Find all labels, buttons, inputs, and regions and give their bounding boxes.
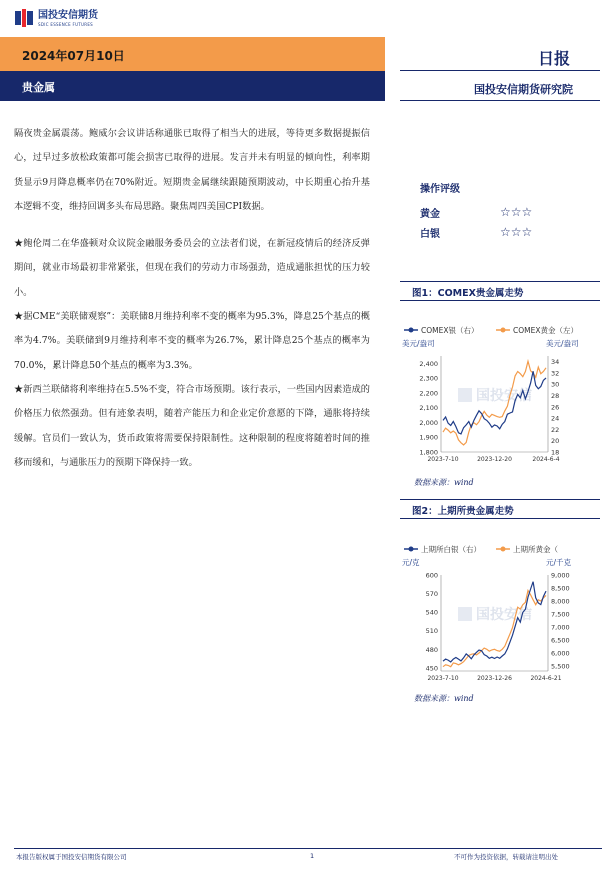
paragraph-summary: 隔夜贵金属震荡。鲍威尔会议讲话称通胀已取得了相当大的进展，等待更多数据提振信心，过早过多放松政策都可能会损害已取得的进展。发言并未有明显的倾向性，利率期货显示9月降息概率仍在70%附近。短期贵金属继续跟随预期波动，中长期重心抬升基本逻辑不变，维持回调多头布局思路。聚焦周四美国CPI数据。 xyxy=(14,128,370,212)
axis-unit-left: 美元/盎司 xyxy=(402,339,435,348)
y-left-tick-label: 2,300 xyxy=(419,374,438,383)
watermark-text: 国投安信 xyxy=(476,388,532,404)
y-left-tick-label: 2,400 xyxy=(419,359,438,368)
figure-1-source: 数据来源：wind xyxy=(414,478,474,487)
report-type: 日报 xyxy=(538,49,571,68)
watermark-logo-icon xyxy=(458,388,472,402)
rating-stars: ☆☆☆ xyxy=(500,205,533,219)
y-right-tick-label: 22 xyxy=(551,425,560,434)
y-right-tick-label: 7,000 xyxy=(551,623,570,632)
y-left-tick-label: 1,800 xyxy=(419,448,438,457)
y-left-tick-label: 2,000 xyxy=(419,418,438,427)
rating-box xyxy=(420,180,570,242)
y-right-tick-label: 6,000 xyxy=(551,649,570,658)
axis-unit-left: 元/克 xyxy=(402,558,420,567)
y-left-tick-label: 2,200 xyxy=(419,389,438,398)
y-right-tick-label: 20 xyxy=(551,437,560,446)
axis-unit-right: 元/千克 xyxy=(546,558,572,567)
footer-disclaimer: 不可作为投资依据，转载请注明出处 xyxy=(454,853,558,861)
legend-marker xyxy=(409,547,414,552)
paragraph-news-3: ★新西兰联储将利率维持在5.5%不变，符合市场预期。该行表示，一些国内因素造成的价格压力依然强劲。但有迹象表明，随着产能压力和企业定价意愿的下降，通胀将持续缓解。官员们一致认为，货币政策将需要保持限制性。这种限制的程度将随着时间的推移而缓和，与通胀压力的预期下降保持一致。 xyxy=(14,383,370,468)
legend-marker xyxy=(501,328,506,333)
legend-label: 上期所白银（右） xyxy=(421,545,481,554)
figure-divider xyxy=(400,518,600,519)
figure-1-title: 图1：COMEX贵金属走势 xyxy=(412,288,524,299)
rating-title: 操作评级 xyxy=(420,184,460,195)
company-logo xyxy=(14,8,98,28)
figure-2-chart xyxy=(396,537,586,687)
figure-divider xyxy=(400,300,600,301)
footer-divider xyxy=(14,848,602,849)
watermark-text: 国投安信 xyxy=(476,607,532,623)
y-left-tick-label: 540 xyxy=(425,608,438,617)
rating-label: 白银 xyxy=(420,228,440,240)
y-right-tick-label: 32 xyxy=(551,369,560,378)
rating-row-silver xyxy=(420,222,570,242)
y-right-tick-label: 28 xyxy=(551,392,560,401)
figure-chart-svg xyxy=(396,318,586,468)
y-right-tick-label: 9,000 xyxy=(551,571,570,580)
figure-divider xyxy=(400,281,600,282)
sector-banner xyxy=(0,71,385,101)
y-right-tick-label: 6,500 xyxy=(551,636,570,645)
report-body xyxy=(14,122,370,475)
rating-label: 黄金 xyxy=(420,208,440,220)
report-sector: 贵金属 xyxy=(22,81,55,94)
x-tick-label: 2023-7-10 xyxy=(427,456,459,463)
y-right-tick-label: 30 xyxy=(551,380,560,389)
logo-text-cn: 国投安信期货 xyxy=(38,9,98,21)
footer-page-number: 1 xyxy=(310,852,315,860)
figure-1-chart xyxy=(396,318,586,468)
report-date: 2024年07月10日 xyxy=(22,49,125,63)
figure-divider xyxy=(400,499,600,500)
legend-marker xyxy=(409,328,414,333)
logo-mark-icon xyxy=(14,8,34,28)
figure-chart-svg xyxy=(396,537,586,687)
figure-2-source: 数据来源：wind xyxy=(414,694,474,703)
y-left-tick-label: 450 xyxy=(425,664,438,673)
y-right-tick-label: 5,500 xyxy=(551,662,570,671)
y-right-tick-label: 26 xyxy=(551,403,560,412)
y-left-tick-label: 2,100 xyxy=(419,404,438,413)
paragraph-news-2: ★据CME“美联储观察”：美联储8月维持利率不变的概率为95.3%，降息25个基点的概率为4.7%。美联储到9月维持利率不变的概率为26.7%，累计降息25个基点的概率为70.0%，累计降息50个基点的概率为3.3%。 xyxy=(14,311,370,371)
legend-label: COMEX银（右） xyxy=(421,326,479,335)
y-left-tick-label: 510 xyxy=(425,627,438,636)
legend-marker xyxy=(501,547,506,552)
paragraph-news-1: ★鲍伦周二在华盛顿对众议院金融服务委员会的立法者们说，在新冠疫情后的经济反弹期间，就业市场最初非常紧张，但现在我们的劳动力市场强劲，造成通胀担忧的压力较小。 xyxy=(14,238,370,298)
x-tick-label: 2023-12-26 xyxy=(477,675,512,682)
y-right-tick-label: 24 xyxy=(551,414,560,423)
header-divider xyxy=(400,70,600,71)
y-left-tick-label: 570 xyxy=(425,590,438,599)
logo-text-en: SDIC ESSENCE FUTURES xyxy=(38,21,94,27)
y-left-tick-label: 600 xyxy=(425,571,438,580)
x-tick-label: 2023-12-20 xyxy=(477,456,512,463)
y-right-tick-label: 7,500 xyxy=(551,610,570,619)
figure-2-title: 图2：上期所贵金属走势 xyxy=(412,506,514,517)
axis-unit-right: 美元/盎司 xyxy=(546,339,579,348)
header-divider xyxy=(400,100,600,101)
legend-label: COMEX黄金（左） xyxy=(513,326,578,335)
y-right-tick-label: 34 xyxy=(551,358,560,367)
y-right-tick-label: 8,500 xyxy=(551,584,570,593)
y-left-tick-label: 480 xyxy=(425,645,438,654)
rating-stars: ☆☆☆ xyxy=(500,225,533,239)
watermark-logo-icon xyxy=(458,607,472,621)
y-left-tick-label: 1,900 xyxy=(419,433,438,442)
institute-name: 国投安信期货研究院 xyxy=(474,83,573,96)
series-line xyxy=(443,591,546,667)
x-tick-label: 2024-6-4 xyxy=(532,456,560,463)
x-tick-label: 2023-7-10 xyxy=(427,675,459,682)
y-right-tick-label: 8,000 xyxy=(551,597,570,606)
rating-row-gold xyxy=(420,202,570,222)
footer-copyright: 本报告版权属于国投安信期货有限公司 xyxy=(16,853,127,861)
x-tick-label: 2024-6-21 xyxy=(530,675,562,682)
legend-label: 上期所黄金（ xyxy=(513,545,558,554)
y-right-tick-label: 18 xyxy=(551,448,560,457)
